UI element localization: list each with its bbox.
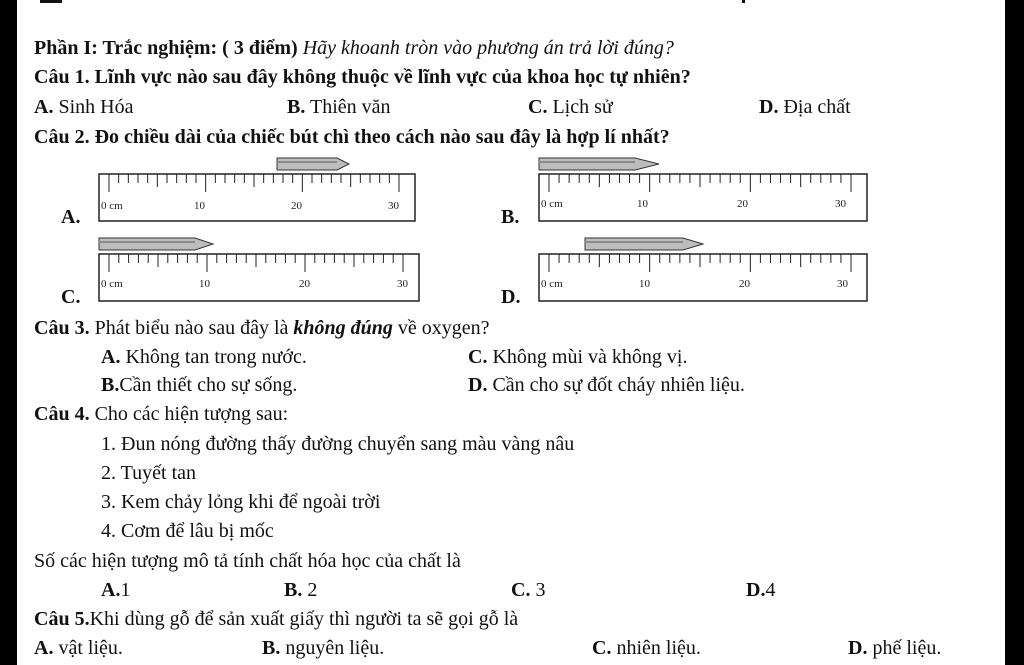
q3-option-a[interactable] bbox=[101, 345, 307, 369]
ruler-label-20: 20 bbox=[291, 200, 302, 212]
option-letter: C. bbox=[592, 637, 612, 659]
q1-option-a[interactable] bbox=[34, 95, 133, 119]
pencil bbox=[539, 158, 659, 170]
part1-heading-line bbox=[34, 36, 674, 60]
q2-option-b-figure bbox=[517, 155, 877, 225]
ruler-label-0: 0 cm bbox=[541, 198, 563, 210]
q5-stem bbox=[34, 607, 518, 631]
option-letter: B. bbox=[101, 374, 120, 396]
ruler-label-10: 10 bbox=[637, 198, 648, 210]
pencil bbox=[585, 238, 703, 250]
option-text: Sinh Hóa bbox=[58, 96, 134, 118]
q5-text: Khi dùng gỗ để sản xuất giấy thì người ta sẽ gọi gỗ là bbox=[89, 608, 519, 630]
q4-item: 1. Đun nóng đường thấy đường chuyển sang màu vàng nâu bbox=[101, 433, 575, 455]
q2-stem bbox=[34, 125, 670, 149]
ruler-label-0: 0 cm bbox=[101, 278, 123, 290]
ruler-body bbox=[539, 254, 867, 301]
option-letter: C. bbox=[468, 346, 488, 368]
q2-option-b-letter[interactable]: B. bbox=[501, 206, 520, 228]
option-letter: D. bbox=[759, 96, 779, 118]
q5-option-d[interactable] bbox=[848, 636, 941, 660]
option-text: nguyên liệu. bbox=[285, 637, 385, 659]
q2-option-c-letter[interactable]: C. bbox=[61, 286, 81, 308]
option-text: 1 bbox=[120, 579, 131, 601]
option-text: Không tan trong nước. bbox=[125, 346, 307, 368]
q1-stem bbox=[34, 65, 691, 89]
q5-option-c[interactable] bbox=[592, 636, 701, 660]
q3-option-b[interactable] bbox=[101, 373, 297, 397]
q2-option-d-letter[interactable]: D. bbox=[501, 286, 521, 308]
option-text: Lịch sử bbox=[552, 96, 613, 118]
part1-instruction: Hãy khoanh tròn vào phương án trả lời đúng? bbox=[302, 37, 674, 59]
q2-option-a-figure bbox=[77, 155, 437, 225]
ruler-label-10: 10 bbox=[639, 278, 650, 290]
q3-text-before: Phát biểu nào sau đây là bbox=[94, 317, 289, 339]
option-text: nhiên liệu. bbox=[616, 637, 701, 659]
option-letter: A. bbox=[101, 346, 121, 368]
part1-heading: Phần I: Trắc nghiệm: ( 3 điểm) bbox=[34, 37, 298, 59]
pencil bbox=[99, 238, 213, 250]
option-text: 4 bbox=[765, 579, 776, 601]
ruler-body bbox=[539, 174, 867, 221]
ruler-label-20: 20 bbox=[737, 198, 748, 210]
ruler-label-20: 20 bbox=[739, 278, 750, 290]
option-letter: A. bbox=[34, 96, 54, 118]
option-text: Địa chất bbox=[783, 96, 851, 118]
option-letter: D. bbox=[468, 374, 488, 396]
exam-page bbox=[17, 0, 1005, 665]
option-text: Không mùi và không vị. bbox=[492, 346, 688, 368]
q4-item: 3. Kem chảy lỏng khi để ngoài trời bbox=[101, 491, 381, 513]
q3-emphasis: không đúng bbox=[293, 317, 393, 339]
option-letter: B. bbox=[287, 96, 306, 118]
q1-text: Lĩnh vực nào sau đây không thuộc về lĩnh vực của khoa học tự nhiên? bbox=[94, 66, 691, 88]
q1-option-b[interactable] bbox=[287, 95, 391, 119]
option-letter: C. bbox=[511, 579, 531, 601]
q4-option-b[interactable] bbox=[284, 578, 317, 602]
q4-item: 4. Cơm để lâu bị mốc bbox=[101, 520, 274, 542]
q4-item: 2. Tuyết tan bbox=[101, 462, 197, 484]
q5-label: Câu 5. bbox=[34, 608, 90, 630]
pencil bbox=[277, 158, 349, 170]
q4-question: Số các hiện tượng mô tả tính chất hóa học của chất là bbox=[34, 550, 461, 572]
q3-text-after: về oxygen? bbox=[397, 317, 490, 339]
option-letter: C. bbox=[528, 96, 548, 118]
q2-label: Câu 2. bbox=[34, 126, 90, 148]
q4-option-c[interactable] bbox=[511, 578, 545, 602]
q2-option-a-letter[interactable]: A. bbox=[61, 206, 81, 228]
q5-option-b[interactable] bbox=[262, 636, 384, 660]
option-text: 3 bbox=[535, 579, 546, 601]
option-letter: A. bbox=[101, 579, 121, 601]
top-edge-mark bbox=[40, 0, 62, 3]
q3-option-d[interactable] bbox=[468, 373, 745, 397]
option-text: Cần cho sự đốt cháy nhiên liệu. bbox=[492, 374, 745, 396]
q4-option-d[interactable] bbox=[746, 578, 775, 602]
q4-label: Câu 4. bbox=[34, 403, 90, 425]
option-text: 2 bbox=[307, 579, 318, 601]
q1-label: Câu 1. bbox=[34, 66, 90, 88]
option-letter: B. bbox=[284, 579, 303, 601]
q1-option-d[interactable] bbox=[759, 95, 851, 119]
ruler-label-0: 0 cm bbox=[541, 278, 563, 290]
q2-option-c-figure bbox=[77, 235, 437, 305]
ruler-label-0: 0 cm bbox=[101, 200, 123, 212]
q1-option-c[interactable] bbox=[528, 95, 613, 119]
option-text: vật liệu. bbox=[58, 637, 123, 659]
q4-stem bbox=[34, 402, 288, 426]
ruler-body bbox=[99, 174, 415, 221]
ruler-label-10: 10 bbox=[199, 278, 210, 290]
ruler-label-30: 30 bbox=[388, 200, 399, 212]
q3-label: Câu 3. bbox=[34, 317, 90, 339]
option-text: Cần thiết cho sự sống. bbox=[119, 374, 298, 396]
ruler-label-30: 30 bbox=[835, 198, 846, 210]
option-letter: B. bbox=[262, 637, 281, 659]
top-edge-mark bbox=[742, 0, 745, 3]
q3-stem bbox=[34, 316, 490, 340]
ruler-label-30: 30 bbox=[837, 278, 848, 290]
option-letter: D. bbox=[746, 579, 766, 601]
ruler-body bbox=[99, 254, 419, 301]
option-letter: A. bbox=[34, 637, 54, 659]
q2-option-d-figure bbox=[517, 235, 877, 305]
q4-text: Cho các hiện tượng sau: bbox=[94, 403, 289, 425]
ruler-label-20: 20 bbox=[299, 278, 310, 290]
option-text: Thiên văn bbox=[309, 96, 391, 118]
q2-text: Đo chiều dài của chiếc bút chì theo cách nào sau đây là hợp lí nhất? bbox=[94, 126, 670, 148]
option-text: phế liệu. bbox=[872, 637, 942, 659]
option-letter: D. bbox=[848, 637, 868, 659]
q4-option-a[interactable] bbox=[101, 578, 130, 602]
q3-option-c[interactable] bbox=[468, 345, 687, 369]
ruler-label-30: 30 bbox=[397, 278, 408, 290]
ruler-label-10: 10 bbox=[194, 200, 205, 212]
q5-option-a[interactable] bbox=[34, 636, 123, 660]
